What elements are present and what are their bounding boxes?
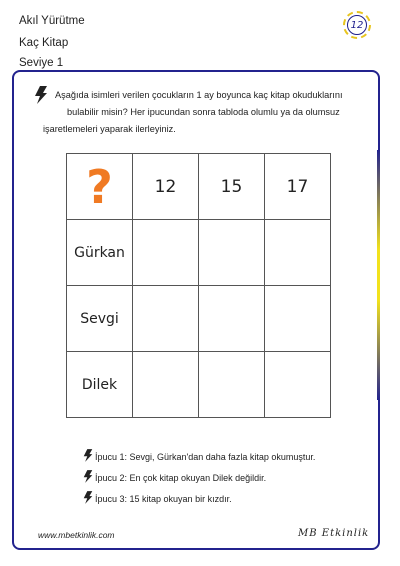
table-row bbox=[67, 352, 331, 418]
header-row bbox=[67, 154, 331, 220]
corner-cell bbox=[67, 154, 133, 220]
activity-level: Seviye 1 bbox=[19, 57, 64, 69]
grid-cell[interactable] bbox=[265, 352, 331, 418]
row-label: Dilek bbox=[81, 376, 118, 393]
row-header bbox=[67, 352, 133, 418]
row-header bbox=[67, 220, 133, 286]
instructions-line-2: bulabilir misin? Her ipucundan sonra tabloda olumlu ya da olumsuz bbox=[67, 107, 340, 117]
column-label: 17 bbox=[286, 176, 309, 197]
grid-cell[interactable] bbox=[133, 286, 199, 352]
grid-cell[interactable] bbox=[265, 286, 331, 352]
grid-cell[interactable] bbox=[199, 220, 265, 286]
instructions-line-3: işaretlemeleri yaparak ilerleyiniz. bbox=[43, 124, 176, 134]
clue-3: İpucu 3: 15 kitap okuyan bir kızdır. bbox=[95, 494, 232, 504]
logic-grid bbox=[66, 153, 331, 418]
grid-cell[interactable] bbox=[265, 220, 331, 286]
website-link[interactable]: www.mbetkinlik.com bbox=[38, 530, 115, 540]
column-header bbox=[265, 154, 331, 220]
frame-accent bbox=[377, 150, 380, 400]
table-row bbox=[67, 220, 331, 286]
row-header bbox=[67, 286, 133, 352]
clue-1: İpucu 1: Sevgi, Gürkan'dan daha fazla kitap okumuştur. bbox=[95, 452, 316, 462]
column-label: 12 bbox=[154, 176, 177, 197]
lightning-bolt-icon bbox=[83, 491, 93, 504]
grid-cell[interactable] bbox=[133, 352, 199, 418]
activity-subtitle: Kaç Kitap bbox=[19, 37, 69, 49]
brand-logo: MB Etkinlik bbox=[298, 528, 370, 539]
instructions bbox=[43, 87, 373, 138]
page-number: 12 bbox=[347, 15, 367, 35]
lightning-bolt-icon bbox=[83, 449, 93, 462]
lightning-bolt-icon bbox=[34, 86, 48, 104]
column-label: 15 bbox=[220, 176, 243, 197]
clue-2: İpucu 2: En çok kitap okuyan Dilek değildir. bbox=[95, 473, 267, 483]
column-header bbox=[133, 154, 199, 220]
table-row bbox=[67, 286, 331, 352]
grid-cell[interactable] bbox=[199, 352, 265, 418]
activity-title: Akıl Yürütme bbox=[19, 15, 85, 27]
row-label: Sevgi bbox=[80, 310, 119, 327]
question-mark-icon: ? bbox=[86, 159, 113, 214]
column-header bbox=[199, 154, 265, 220]
row-label: Gürkan bbox=[74, 244, 125, 261]
page-number-badge bbox=[343, 11, 371, 39]
grid-cell[interactable] bbox=[199, 286, 265, 352]
instructions-line-1: Aşağıda isimleri verilen çocukların 1 ay boyunca kaç kitap okuduklarını bbox=[55, 90, 343, 100]
lightning-bolt-icon bbox=[83, 470, 93, 483]
grid-cell[interactable] bbox=[133, 220, 199, 286]
